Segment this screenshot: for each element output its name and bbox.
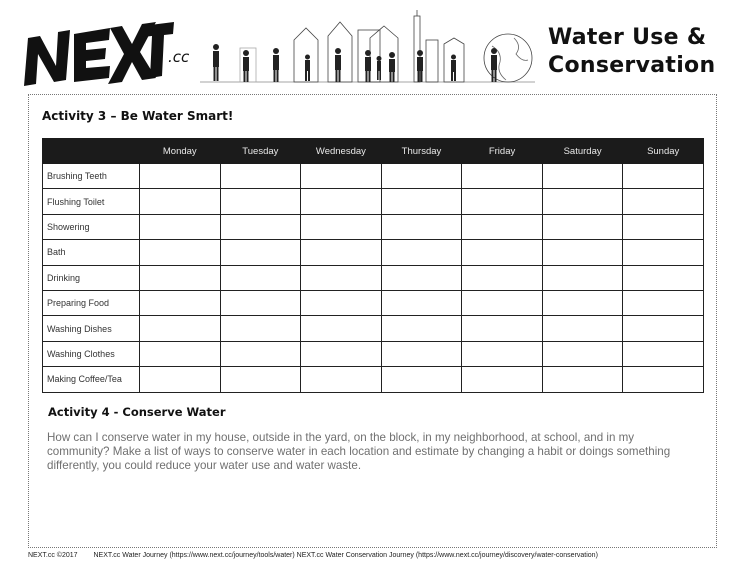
entry-cell[interactable] xyxy=(140,341,221,366)
entry-cell[interactable] xyxy=(381,164,462,189)
title-line-1: Water Use & xyxy=(548,25,707,50)
entry-cell[interactable] xyxy=(542,290,623,315)
row-label: Making Coffee/Tea xyxy=(43,367,140,392)
entry-cell[interactable] xyxy=(462,189,543,214)
entry-cell[interactable] xyxy=(542,367,623,392)
row-label: Drinking xyxy=(43,265,140,290)
row-label: Showering xyxy=(43,214,140,239)
entry-cell[interactable] xyxy=(220,189,301,214)
entry-cell[interactable] xyxy=(381,240,462,265)
entry-cell[interactable] xyxy=(462,164,543,189)
table-row xyxy=(43,367,704,392)
entry-cell[interactable] xyxy=(623,290,704,315)
table-row xyxy=(43,290,704,315)
entry-cell[interactable] xyxy=(462,290,543,315)
next-cc-logo xyxy=(22,20,190,90)
entry-cell[interactable] xyxy=(301,214,382,239)
entry-cell[interactable] xyxy=(623,341,704,366)
entry-cell[interactable] xyxy=(301,290,382,315)
entry-cell[interactable] xyxy=(381,367,462,392)
entry-cell[interactable] xyxy=(140,240,221,265)
table-row xyxy=(43,265,704,290)
entry-cell[interactable] xyxy=(623,214,704,239)
footer-links: NEXT.cc Water Journey (https://www.next.cc/journey/tools/water) NEXT.cc Water Conservation Journey (https://www.next.cc/journey/discovery/water-conservation) xyxy=(93,552,598,559)
entry-cell[interactable] xyxy=(220,367,301,392)
entry-cell[interactable] xyxy=(462,240,543,265)
document-title xyxy=(548,24,738,80)
entry-cell[interactable] xyxy=(140,367,221,392)
entry-cell[interactable] xyxy=(462,367,543,392)
entry-cell[interactable] xyxy=(220,164,301,189)
entry-cell[interactable] xyxy=(220,341,301,366)
entry-cell[interactable] xyxy=(140,316,221,341)
entry-cell[interactable] xyxy=(381,189,462,214)
entry-cell[interactable] xyxy=(542,164,623,189)
entry-cell[interactable] xyxy=(381,290,462,315)
table-row xyxy=(43,189,704,214)
entry-cell[interactable] xyxy=(140,214,221,239)
row-label: Brushing Teeth xyxy=(43,164,140,189)
header-day: Thursday xyxy=(381,139,462,164)
entry-cell[interactable] xyxy=(220,265,301,290)
entry-cell[interactable] xyxy=(623,316,704,341)
row-label: Flushing Toilet xyxy=(43,189,140,214)
header-day: Friday xyxy=(462,139,543,164)
entry-cell[interactable] xyxy=(623,189,704,214)
entry-cell[interactable] xyxy=(140,290,221,315)
table-row xyxy=(43,316,704,341)
entry-cell[interactable] xyxy=(462,265,543,290)
entry-cell[interactable] xyxy=(381,341,462,366)
entry-cell[interactable] xyxy=(381,265,462,290)
table-header-row xyxy=(43,139,704,164)
entry-cell[interactable] xyxy=(542,189,623,214)
entry-cell[interactable] xyxy=(301,367,382,392)
entry-cell[interactable] xyxy=(462,341,543,366)
entry-cell[interactable] xyxy=(623,367,704,392)
entry-cell[interactable] xyxy=(542,265,623,290)
table-row xyxy=(43,240,704,265)
table-row xyxy=(43,214,704,239)
entry-cell[interactable] xyxy=(542,316,623,341)
entry-cell[interactable] xyxy=(140,265,221,290)
entry-cell[interactable] xyxy=(220,240,301,265)
activity4-title: Activity 4 - Conserve Water xyxy=(48,405,226,419)
header-day: Tuesday xyxy=(220,139,301,164)
entry-cell[interactable] xyxy=(542,240,623,265)
footer xyxy=(28,552,728,559)
entry-cell[interactable] xyxy=(220,214,301,239)
water-use-table xyxy=(42,138,704,393)
entry-cell[interactable] xyxy=(542,214,623,239)
entry-cell[interactable] xyxy=(140,189,221,214)
footer-copyright: NEXT.cc ©2017 xyxy=(28,552,78,559)
entry-cell[interactable] xyxy=(623,240,704,265)
header-day: Monday xyxy=(140,139,221,164)
activity4-body: How can I conserve water in my house, outside in the yard, on the block, in my neighborhood, at school, and in my community? Make a list of ways to conserve water in each location and estimate by changing a habit or doings something differently, you could reduce your water use and water waste. xyxy=(47,431,671,472)
entry-cell[interactable] xyxy=(220,290,301,315)
entry-cell[interactable] xyxy=(623,265,704,290)
svg-text:.cc: .cc xyxy=(168,48,190,66)
header-day: Saturday xyxy=(542,139,623,164)
row-label: Washing Dishes xyxy=(43,316,140,341)
entry-cell[interactable] xyxy=(220,316,301,341)
entry-cell[interactable] xyxy=(301,240,382,265)
entry-cell[interactable] xyxy=(381,214,462,239)
entry-cell[interactable] xyxy=(462,214,543,239)
header-day: Wednesday xyxy=(301,139,382,164)
entry-cell[interactable] xyxy=(462,316,543,341)
entry-cell[interactable] xyxy=(301,265,382,290)
entry-cell[interactable] xyxy=(301,316,382,341)
entry-cell[interactable] xyxy=(301,189,382,214)
header-day: Sunday xyxy=(623,139,704,164)
entry-cell[interactable] xyxy=(381,316,462,341)
table-row xyxy=(43,341,704,366)
row-label: Washing Clothes xyxy=(43,341,140,366)
entry-cell[interactable] xyxy=(623,164,704,189)
entry-cell[interactable] xyxy=(301,164,382,189)
entry-cell[interactable] xyxy=(140,164,221,189)
header-corner xyxy=(43,139,140,164)
table-row xyxy=(43,164,704,189)
skyline-illustration xyxy=(200,10,535,90)
title-line-2: Conservation xyxy=(548,53,716,78)
entry-cell[interactable] xyxy=(542,341,623,366)
row-label: Bath xyxy=(43,240,140,265)
entry-cell[interactable] xyxy=(301,341,382,366)
activity3-title: Activity 3 – Be Water Smart! xyxy=(42,109,234,123)
row-label: Preparing Food xyxy=(43,290,140,315)
